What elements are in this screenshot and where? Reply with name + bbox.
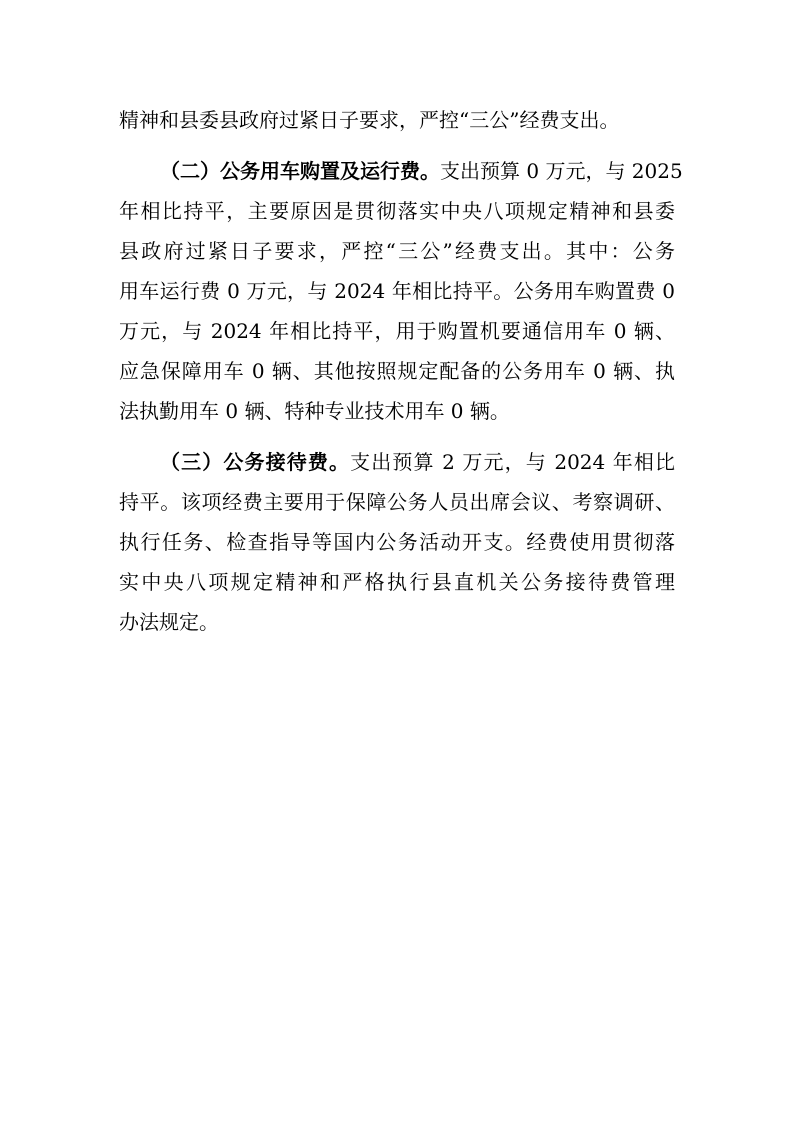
section-3-line-4: 实中央八项规定精神和严格执行县直机关公务接待费管理	[119, 570, 675, 594]
section-2-line-5: 万元，与 2024 年相比持平，用于购置机要通信用车 0 辆、	[119, 319, 675, 343]
section-3-heading: （三）公务接待费。	[160, 450, 351, 474]
section-2-line-2: 年相比持平，主要原因是贯彻落实中央八项规定精神和县委	[119, 199, 675, 223]
section-2-line-1-text: 支出预算 0 万元，与 2025	[440, 159, 683, 183]
section-2-heading: （二）公务用车购置及运行费。	[160, 159, 440, 183]
section-2-line-7: 法执勤用车 0 辆、特种专业技术用车 0 辆。	[119, 399, 510, 423]
section-3-line-1	[160, 442, 675, 482]
section-2-line-6: 应急保障用车 0 辆、其他按照规定配备的公务用车 0 辆、执	[119, 359, 675, 383]
section-2-line-4: 用车运行费 0 万元，与 2024 年相比持平。公务用车购置费 0	[119, 279, 675, 303]
section-2-line-3: 县政府过紧日子要求，严控“三公”经费支出。其中：公务	[119, 239, 675, 263]
section-3-line-2: 持平。该项经费主要用于保障公务人员出席会议、考察调研、	[119, 490, 675, 514]
section-2-line-1	[160, 151, 683, 191]
section-3-line-1-text: 支出预算 2 万元，与 2024 年相比	[350, 450, 675, 474]
section-3-line-3: 执行任务、检查指导等国内公务活动开支。经费使用贯彻落	[119, 530, 675, 554]
intro-line-1: 精神和县委县政府过紧日子要求，严控“三公”经费支出。	[119, 108, 620, 132]
section-3-line-5: 办法规定。	[119, 610, 219, 634]
